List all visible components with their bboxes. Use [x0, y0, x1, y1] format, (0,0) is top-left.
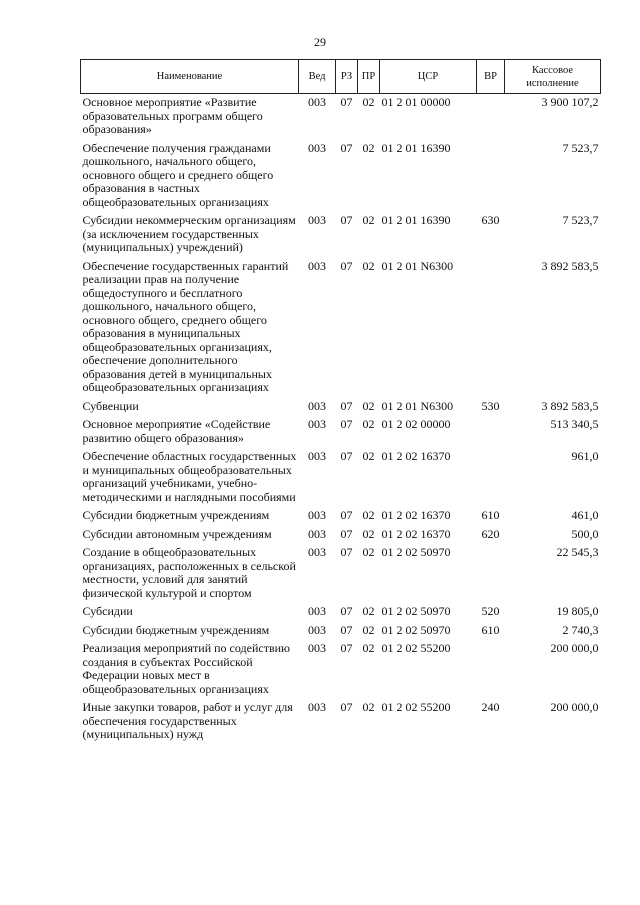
row-name: Субсидии некоммерческим организациям (за исключением государственных (муниципальных) учреждений) — [82, 213, 296, 254]
page-number: 29 — [314, 35, 326, 49]
row-pr: 02 — [362, 95, 375, 109]
row-pr: 02 — [362, 140, 375, 155]
header-csr: ЦСР — [380, 60, 477, 94]
row-ved: 003 — [308, 700, 326, 714]
row-csr: 01 2 02 16370 — [381, 526, 451, 541]
row-csr: 01 2 02 50970 — [381, 604, 451, 618]
row-vr — [477, 140, 505, 213]
row-vr — [477, 544, 505, 603]
table-row — [81, 526, 601, 545]
table-row — [81, 258, 601, 398]
header-vr: ВР — [477, 60, 505, 94]
row-vr: 610 — [481, 622, 500, 637]
row-sum: 7 523,7 — [562, 213, 599, 227]
row-rz: 07 — [340, 258, 353, 273]
table-row — [81, 140, 601, 213]
row-sum: 3 892 583,5 — [541, 258, 599, 273]
table-row — [81, 640, 601, 699]
row-pr: 02 — [362, 398, 375, 413]
table-row — [81, 603, 601, 622]
row-rz: 07 — [340, 622, 353, 637]
row-sum: 22 545,3 — [556, 545, 599, 559]
row-pr: 02 — [362, 258, 375, 273]
row-name: Обеспечение получения гражданами дошкольного, начального общего, основного общего и среднего общего образования в частных общеобразовательных организациях — [82, 140, 274, 209]
row-rz: 07 — [340, 140, 353, 155]
row-csr: 01 2 02 55200 — [381, 700, 451, 714]
row-ved: 003 — [308, 258, 326, 273]
row-name: Основное мероприятие «Развитие образовательных программ общего образования» — [82, 95, 263, 136]
row-rz: 07 — [340, 545, 353, 559]
row-csr: 01 2 01 N6300 — [381, 258, 454, 273]
row-vr — [477, 258, 505, 398]
row-vr: 630 — [481, 213, 500, 227]
row-vr — [477, 448, 505, 507]
row-vr: 240 — [481, 700, 500, 714]
row-name: Субсидии автономным учреждениям — [82, 526, 272, 541]
row-ved: 003 — [308, 95, 326, 109]
row-ved: 003 — [308, 545, 326, 559]
row-rz: 07 — [340, 449, 353, 463]
header-ved: Вед — [299, 60, 336, 94]
row-csr: 01 2 01 00000 — [381, 95, 451, 109]
row-pr: 02 — [362, 508, 375, 522]
row-sum: 3 900 107,2 — [541, 95, 599, 109]
row-sum: 200 000,0 — [550, 641, 599, 655]
row-csr: 01 2 02 50970 — [381, 545, 451, 559]
row-rz: 07 — [340, 641, 353, 655]
row-rz: 07 — [340, 95, 353, 109]
row-ved: 003 — [308, 604, 326, 618]
row-pr: 02 — [362, 417, 375, 431]
row-sum: 961,0 — [571, 449, 599, 463]
row-ved: 003 — [308, 526, 326, 541]
row-rz: 07 — [340, 213, 353, 227]
row-ved: 003 — [308, 641, 326, 655]
row-name: Субвенции — [82, 398, 139, 413]
header-name: Наименование — [81, 60, 299, 94]
row-vr: 620 — [481, 526, 500, 541]
row-pr: 02 — [362, 545, 375, 559]
table-header-row — [81, 60, 601, 94]
row-csr: 01 2 02 50970 — [381, 622, 451, 637]
table-row — [81, 398, 601, 417]
row-sum: 513 340,5 — [550, 417, 599, 431]
row-rz: 07 — [340, 526, 353, 541]
row-name: Основное мероприятие «Содействие развитию общего образования» — [82, 417, 271, 445]
row-ved: 003 — [308, 140, 326, 155]
row-pr: 02 — [362, 604, 375, 618]
row-pr: 02 — [362, 449, 375, 463]
row-sum: 500,0 — [571, 526, 599, 541]
row-ved: 003 — [308, 398, 326, 413]
row-vr: 530 — [481, 398, 500, 413]
row-pr: 02 — [362, 641, 375, 655]
table-row — [81, 448, 601, 507]
header-rz: РЗ — [336, 60, 358, 94]
row-ved: 003 — [308, 622, 326, 637]
row-csr: 01 2 02 16370 — [381, 449, 451, 463]
row-pr: 02 — [362, 213, 375, 227]
table-row — [81, 544, 601, 603]
table-row — [81, 212, 601, 258]
row-name: Субсидии — [82, 604, 133, 618]
row-ved: 003 — [308, 417, 326, 431]
row-ved: 003 — [308, 508, 326, 522]
row-csr: 01 2 02 55200 — [381, 641, 451, 655]
row-sum: 461,0 — [571, 508, 599, 522]
row-pr: 02 — [362, 526, 375, 541]
row-vr — [477, 640, 505, 699]
row-name: Иные закупки товаров, работ и услуг для обеспечения государственных (муниципальных) нужд — [82, 700, 293, 741]
row-ved: 003 — [308, 449, 326, 463]
row-csr: 01 2 01 N6300 — [381, 398, 454, 413]
row-csr: 01 2 02 16370 — [381, 508, 451, 522]
row-csr: 01 2 01 16390 — [381, 140, 451, 155]
row-name: Субсидии бюджетным учреждениям — [82, 508, 270, 522]
row-sum: 19 805,0 — [556, 604, 599, 618]
row-pr: 02 — [362, 622, 375, 637]
budget-table — [80, 59, 601, 745]
header-sum: Кассовое исполнение — [505, 60, 601, 94]
row-rz: 07 — [340, 508, 353, 522]
row-csr: 01 2 02 00000 — [381, 417, 451, 431]
row-name: Обеспечение государственных гарантий реализации прав на получение общедоступного и бесплатного дошкольного, начального общего, основного общего, среднего общего образования в муниципальных общеобразовательных организациях, обеспечение дополнительного образования детей в муниципальных общеобразовательных организациях — [82, 258, 289, 394]
row-sum: 3 892 583,5 — [541, 398, 599, 413]
row-rz: 07 — [340, 398, 353, 413]
table-row — [81, 699, 601, 745]
row-vr: 610 — [481, 508, 500, 522]
row-pr: 02 — [362, 700, 375, 714]
header-pr: ПР — [358, 60, 380, 94]
table-row — [81, 416, 601, 448]
row-vr — [477, 416, 505, 448]
row-name: Реализация мероприятий по содействию создания в субъектах Российской Федерации новых мест в общеобразовательных организациях — [82, 641, 291, 696]
row-rz: 07 — [340, 604, 353, 618]
row-name: Создание в общеобразовательных организациях, расположенных в сельской местности, условий для занятий физической культурой и спортом — [82, 545, 296, 600]
row-vr: 520 — [481, 604, 500, 618]
row-ved: 003 — [308, 213, 326, 227]
row-csr: 01 2 01 16390 — [381, 213, 451, 227]
row-sum: 7 523,7 — [562, 140, 599, 155]
row-rz: 07 — [340, 417, 353, 431]
table-row — [81, 622, 601, 641]
row-vr — [477, 94, 505, 140]
row-name: Субсидии бюджетным учреждениям — [82, 622, 270, 637]
table-row — [81, 507, 601, 526]
row-name: Обеспечение областных государственных и муниципальных общеобразовательных организаций учебниками, учебно-методическими и наглядными пособиями — [82, 449, 297, 504]
row-rz: 07 — [340, 700, 353, 714]
row-sum: 2 740,3 — [562, 622, 599, 637]
row-sum: 200 000,0 — [550, 700, 599, 714]
table-row — [81, 94, 601, 140]
